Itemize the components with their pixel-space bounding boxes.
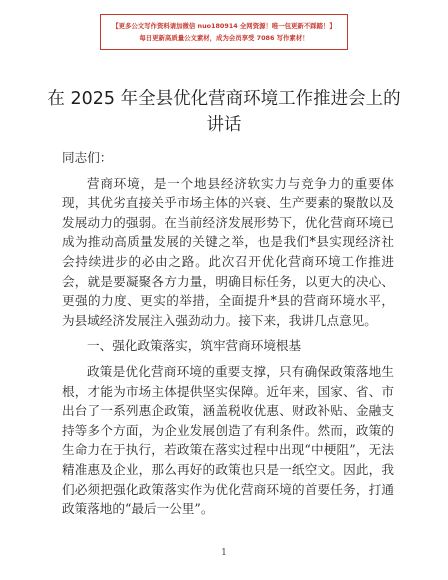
promo-banner [100, 14, 348, 50]
salutation: 同志们： [62, 150, 113, 165]
section-heading-1: 一、强化政策落实，筑牢营商环境根基 [87, 338, 302, 354]
page-number: 1 [221, 548, 227, 558]
promo-banner-line-2: 每日更新高质量公文素材，成为会员享受 7086 写作素材！ [139, 34, 309, 42]
section-1-paragraph: 政策是优化营商环境的重要支撑，只有确保政策落地生根，才能为市场主体提供坚实保障。近年来，国家、省、市出台了一系列惠企政策，涵盖税收优惠、财政补贴、金融支持等多个方面，为企业发展创造了有利条件。然而，政策的生命力在于执行，若政策在落实过程中出现“中梗阻”，无法精准惠及企业，那么再好的政策也只是一纸空文。因此，我们必须把强化政策落实作为优化营商环境的首要任务，打通政策落地的“最后一公里”。 [62, 363, 394, 517]
promo-banner-line-1: 【更多公文写作资料请加微信 nuo180914 全网资源！唯一包更新不踩踏！】 [112, 22, 336, 30]
document-title: 在 2025 年全县优化营商环境工作推进会上的讲话 [47, 89, 401, 135]
document-body [62, 148, 394, 519]
intro-paragraph: 营商环境，是一个地县经济软实力与竞争力的重要体现，其优劣直接关乎市场主体的兴衰、生产要素的聚散以及发展动力的强弱。在当前经济发展形势下，优化营商环境已成为推动高质量发展的关键之举，也是我们*县实现经济社会持续进步的必由之路。此次召开优化营商环境工作推进会，就是要凝聚各方力量，明确目标任务，以更大的决心、更强的力度、更实的举措，全面提升*县的营商环境水平，为县域经济发展注入强劲动力。接下来，我讲几点意见。 [62, 175, 394, 328]
